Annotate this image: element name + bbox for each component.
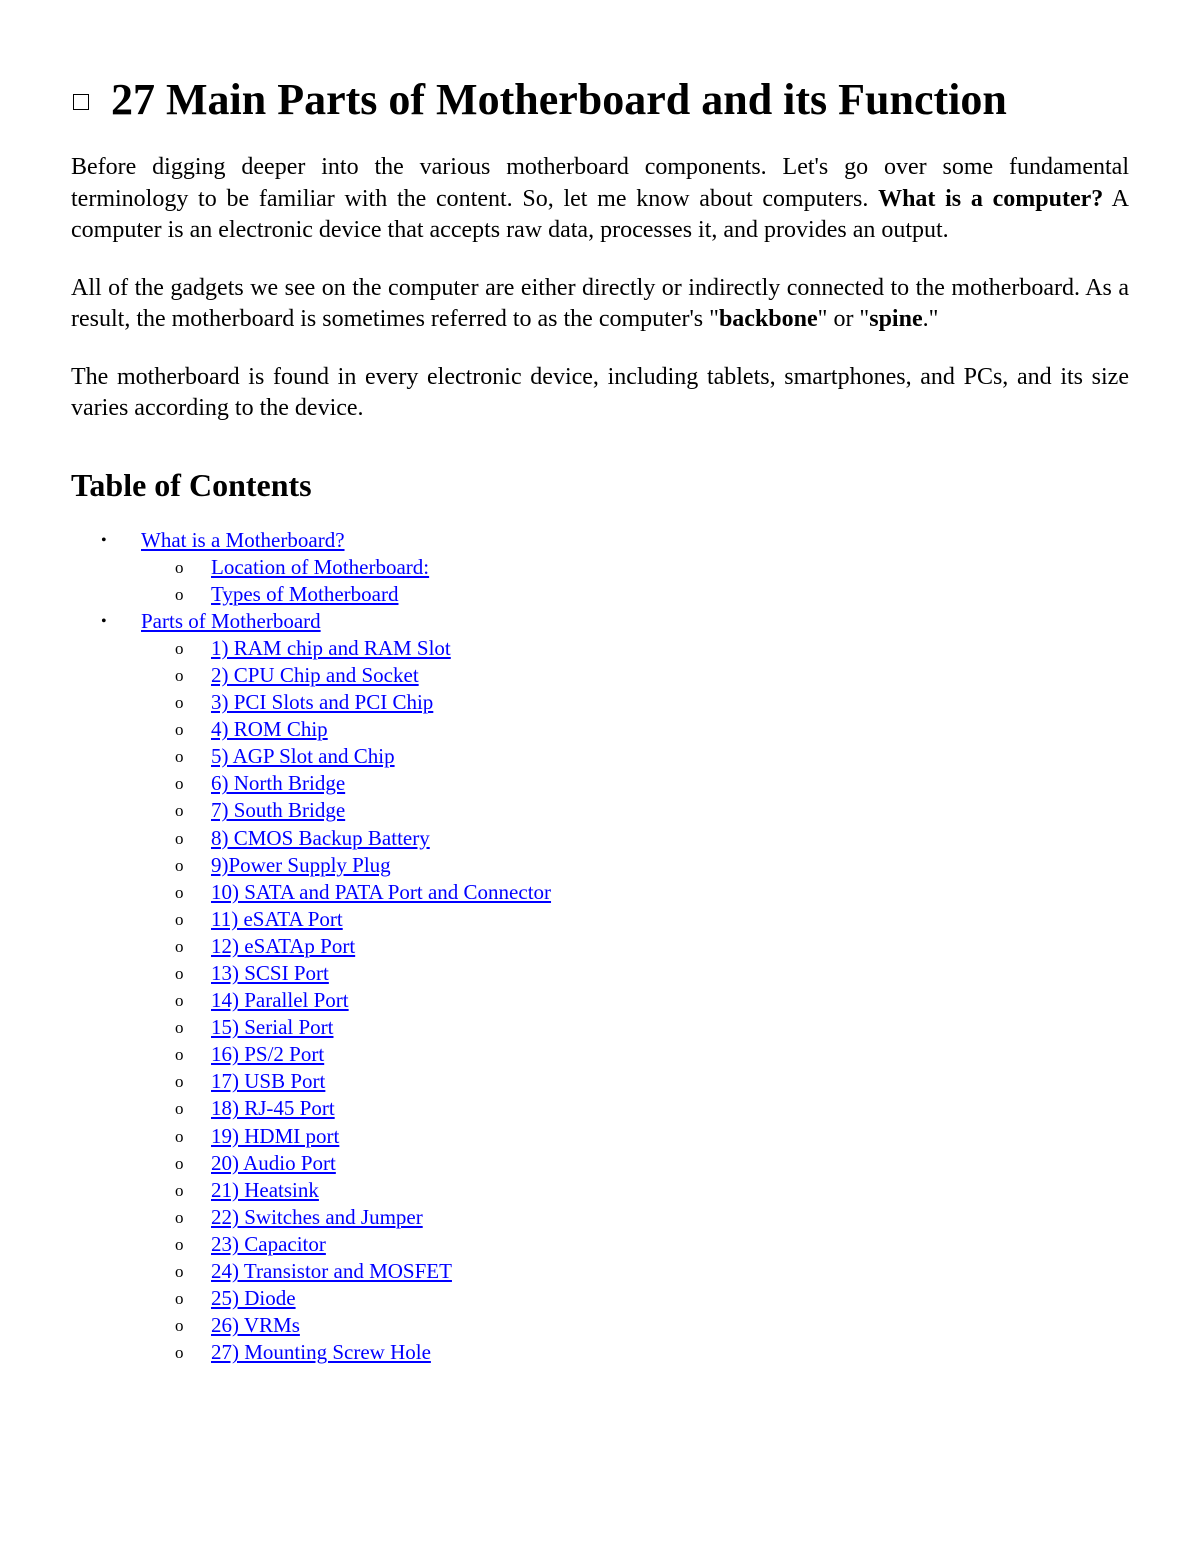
toc-item: [71, 1231, 1129, 1258]
bullet-disc-icon: •: [101, 612, 107, 630]
toc-item: [71, 987, 1129, 1014]
toc-item: [71, 906, 1129, 933]
backbone-text-a: All of the gadgets we see on the computer are either directly or indirectly connected to the motherboard. As a result, the motherboard is sometimes referred to as the computer's ": [71, 274, 1129, 332]
bullet-circle-icon: o: [175, 909, 184, 929]
page-title: [71, 72, 1129, 128]
toc-item: [71, 743, 1129, 770]
toc-item: [71, 1204, 1129, 1231]
intro-text-b: A computer is an electronic device that accepts raw data, processes it, and provides an output.: [71, 185, 1129, 243]
intro-bold-question: What is a computer?: [878, 185, 1104, 212]
toc-link[interactable]: 17) USB Port: [211, 1069, 326, 1094]
toc-link[interactable]: 24) Transistor and MOSFET: [211, 1259, 452, 1284]
toc-item: [71, 1014, 1129, 1041]
toc-link[interactable]: Types of Motherboard: [211, 581, 399, 606]
toc-item: [71, 1258, 1129, 1285]
toc-link[interactable]: 25) Diode: [211, 1286, 296, 1311]
toc-link[interactable]: 23) Capacitor: [211, 1231, 326, 1256]
bullet-circle-icon: o: [175, 693, 184, 713]
toc-item: [71, 960, 1129, 987]
toc-list: [71, 527, 1129, 1367]
toc-item: [71, 608, 1129, 635]
toc-link[interactable]: 22) Switches and Jumper: [211, 1204, 423, 1229]
toc-link[interactable]: 26) VRMs: [211, 1313, 300, 1338]
intro-paragraph: [71, 152, 1129, 247]
bullet-circle-icon: o: [175, 855, 184, 875]
bullet-circle-icon: o: [175, 1099, 184, 1119]
toc-link[interactable]: 10) SATA and PATA Port and Connector: [211, 879, 552, 904]
bullet-circle-icon: o: [175, 1153, 184, 1173]
bullet-circle-icon: o: [175, 584, 184, 604]
toc-link[interactable]: 13) SCSI Port: [211, 961, 329, 985]
toc-item: [71, 635, 1129, 662]
toc-item: [71, 852, 1129, 879]
toc-item: [71, 1285, 1129, 1312]
bullet-circle-icon: o: [175, 991, 184, 1011]
toc-item: [71, 797, 1129, 824]
intro-text-a: Before digging deeper into the various motherboard components. Let's go over some fundamental terminology to be familiar with the content. So, let me know about computers.: [71, 154, 1129, 212]
bullet-circle-icon: o: [175, 720, 184, 740]
bullet-circle-icon: o: [175, 936, 184, 956]
toc-item: [71, 554, 1129, 581]
toc-item: [71, 1150, 1129, 1177]
page-title-text: 27 Main Parts of Motherboard and its Function: [111, 75, 1007, 124]
bullet-circle-icon: o: [175, 1316, 184, 1336]
toc-item: [71, 1068, 1129, 1095]
bullet-circle-icon: o: [175, 1045, 184, 1065]
toc-link[interactable]: 3) PCI Slots and PCI Chip: [211, 690, 434, 715]
toc-link[interactable]: 27) Mounting Screw Hole: [211, 1340, 431, 1365]
toc-link[interactable]: 9)Power Supply Plug: [211, 852, 391, 877]
toc-link[interactable]: 4) ROM Chip: [211, 717, 328, 742]
toc-item: [71, 716, 1129, 743]
bullet-circle-icon: o: [175, 774, 184, 794]
checkbox-square-icon: [73, 94, 89, 110]
bullet-disc-icon: •: [101, 531, 107, 549]
toc-link[interactable]: 2) CPU Chip and Socket: [211, 662, 419, 687]
bullet-circle-icon: o: [175, 557, 184, 577]
toc-item: [71, 933, 1129, 960]
toc-link[interactable]: 12) eSATAp Port: [211, 933, 356, 958]
bullet-circle-icon: o: [175, 1018, 184, 1038]
toc-item: [71, 1339, 1129, 1366]
bullet-circle-icon: o: [175, 665, 184, 685]
spine-bold-term: spine: [869, 306, 923, 332]
bullet-circle-icon: o: [175, 1180, 184, 1200]
bullet-circle-icon: o: [175, 747, 184, 767]
toc-item: [71, 689, 1129, 716]
backbone-bold-term: backbone: [718, 306, 818, 332]
toc-link[interactable]: 1) RAM chip and RAM Slot: [211, 635, 451, 660]
toc-item: [71, 770, 1129, 797]
bullet-circle-icon: o: [175, 1126, 184, 1146]
toc-link[interactable]: Parts of Motherboard: [141, 608, 321, 633]
bullet-circle-icon: o: [175, 1343, 184, 1363]
bullet-circle-icon: o: [175, 828, 184, 848]
bullet-circle-icon: o: [175, 1207, 184, 1227]
document-page: [71, 72, 1129, 1366]
toc-link[interactable]: 7) South Bridge: [211, 798, 346, 823]
toc-link[interactable]: 16) PS/2 Port: [211, 1042, 325, 1067]
toc-link[interactable]: 11) eSATA Port: [211, 906, 343, 931]
toc-link[interactable]: 6) North Bridge: [211, 771, 346, 796]
bullet-circle-icon: o: [175, 882, 184, 902]
toc-heading: Table of Contents: [71, 466, 312, 503]
backbone-paragraph: [71, 273, 1129, 336]
toc-item: [71, 1095, 1129, 1122]
toc-item: [71, 879, 1129, 906]
toc-link[interactable]: 18) RJ-45 Port: [211, 1096, 335, 1121]
toc-link[interactable]: 19) HDMI port: [211, 1123, 340, 1148]
bullet-circle-icon: o: [175, 1289, 184, 1309]
toc-item: [71, 1123, 1129, 1150]
toc-link[interactable]: 20) Audio Port: [211, 1150, 336, 1175]
bullet-circle-icon: o: [175, 1072, 184, 1092]
toc-item: [71, 581, 1129, 608]
toc-link[interactable]: Location of Motherboard:: [211, 554, 430, 579]
bullet-circle-icon: o: [175, 964, 184, 983]
backbone-text-b: " or ": [817, 306, 870, 332]
toc-link[interactable]: 8) CMOS Backup Battery: [211, 825, 430, 850]
toc-item: [71, 527, 1129, 554]
bullet-circle-icon: o: [175, 1234, 184, 1254]
toc-item: [71, 1177, 1129, 1204]
bullet-circle-icon: o: [175, 801, 184, 821]
toc-item: [71, 1312, 1129, 1339]
bullet-circle-icon: o: [175, 1262, 184, 1282]
device-paragraph: The motherboard is found in every electronic device, including tablets, smartphones, and PCs, and its size varies according to the device.: [71, 363, 1129, 421]
toc-item: [71, 1041, 1129, 1068]
toc-link[interactable]: 15) Serial Port: [211, 1015, 334, 1040]
toc-link[interactable]: 21) Heatsink: [211, 1177, 319, 1202]
bullet-circle-icon: o: [175, 638, 184, 658]
backbone-text-c: .": [922, 306, 939, 332]
toc-link[interactable]: 14) Parallel Port: [211, 988, 349, 1013]
toc-link[interactable]: 5) AGP Slot and Chip: [211, 744, 395, 769]
toc-link[interactable]: What is a Motherboard?: [141, 527, 345, 552]
toc-item: [71, 825, 1129, 852]
toc-item: [71, 662, 1129, 689]
